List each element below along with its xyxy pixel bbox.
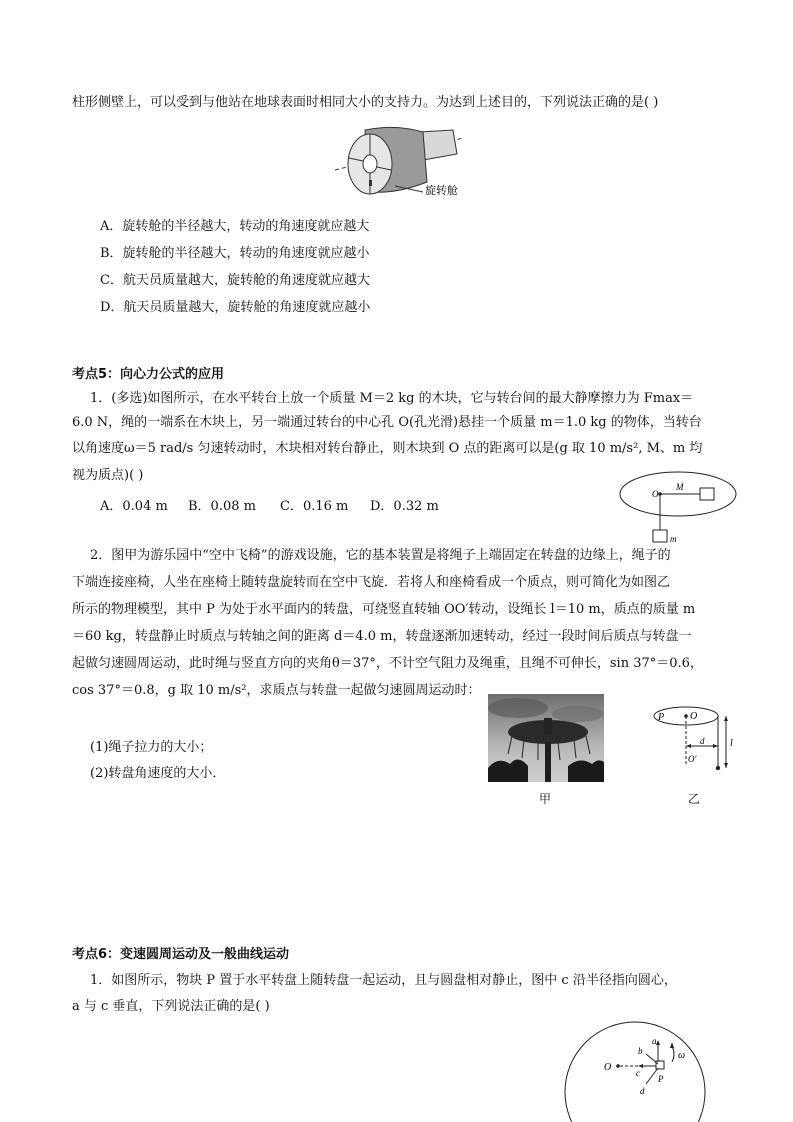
option-d: D．0.32 m <box>370 499 439 514</box>
question-line: a 与 c 垂直，下列说法正确的是( ) <box>72 999 270 1014</box>
option-d: D．航天员质量越大，旋转舱的角速度就应越小 <box>100 300 371 315</box>
option-a: A．0.04 m <box>100 499 168 514</box>
label-a: a <box>652 1036 657 1046</box>
question-line: cos 37°＝0.8，g 取 10 m/s²，求质点与转盘一起做匀速圆周运动时： <box>72 683 481 698</box>
caption-yi: 乙 <box>688 792 701 806</box>
label-c: c <box>636 1068 640 1078</box>
swing-model-figure <box>648 702 748 778</box>
rotating-cabin-figure <box>335 122 465 202</box>
label-b: b <box>638 1046 643 1056</box>
question-line: 1．如图所示，物块 P 置于水平转盘上随转盘一起运动，且与圆盘相对静止，图中 c 沿半径指向圆心， <box>90 973 677 988</box>
question-stem-line: 柱形侧壁上，可以受到与他站在地球表面时相同大小的支持力。为达到上述目的，下列说法正确的是( ) <box>72 95 659 110</box>
option-a: A．旋转舱的半径越大，转动的角速度就应越大 <box>100 219 370 234</box>
label-omega: ω <box>678 1050 686 1061</box>
caption-jia: 甲 <box>539 792 552 806</box>
question-line: ＝60 kg，转盘静止时质点与转轴之间的距离 d＝4.0 m，转盘逐渐加速转动，经过一段时间后质点与转盘一 <box>72 629 692 644</box>
label-p: P <box>658 1074 664 1084</box>
label-o-prime: O′ <box>688 754 697 764</box>
label-p: P <box>658 712 665 723</box>
rotating-disk-figure <box>560 1018 710 1122</box>
label-o: O <box>604 1062 612 1073</box>
label-l: l <box>730 738 733 749</box>
turntable-figure <box>618 470 743 550</box>
question-line: 下端连接座椅，人坐在座椅上随转盘旋转而在空中飞旋．若将人和座椅看成一个质点，则可简化为如图乙 <box>72 575 671 590</box>
question-line: 6.0 N，绳的一端系在木块上，另一端通过转台的中心孔 O(孔光滑)悬挂一个质量 m＝1.0 kg 的物体，当转台 <box>72 415 702 430</box>
question-line: 视为质点)( ) <box>72 468 144 483</box>
label-big-m: M <box>676 482 684 492</box>
section-heading-5: 考点5：向心力公式的应用 <box>72 367 225 382</box>
swing-ride-photo <box>488 694 604 782</box>
section-heading-6: 考点6：变速圆周运动及一般曲线运动 <box>72 947 290 962</box>
figure-label-cabin: 旋转舱 <box>425 185 458 197</box>
question-line: 2．图甲为游乐园中“空中飞椅”的游戏设施，它的基本装置是将绳子上端固定在转盘的边缘上，绳子的 <box>90 548 671 563</box>
option-b: B．0.08 m <box>188 499 256 514</box>
sub-question-2: (2)转盘角速度的大小． <box>90 766 226 781</box>
label-o: O <box>652 489 659 499</box>
sub-question-1: (1)绳子拉力的大小； <box>90 740 213 755</box>
label-o: O <box>690 711 698 722</box>
question-line: 以角速度ω＝5 rad/s 匀速转动时，木块相对转台静止，则木块到 O 点的距离可以是(g 取 10 m/s², M、m 均 <box>72 441 703 456</box>
question-line: 所示的物理模型，其中 P 为处于水平面内的转盘，可绕竖直转轴 OO′转动，设绳长 l＝10 m，质点的质量 m <box>72 602 696 617</box>
label-d: d <box>640 1086 645 1096</box>
option-b: B．旋转舱的半径越大，转动的角速度就应越小 <box>100 246 370 261</box>
option-c: C．航天员质量越大，旋转舱的角速度就应越大 <box>100 273 370 288</box>
label-d: d <box>700 736 705 746</box>
question-line: 1．(多选)如图所示，在水平转台上放一个质量 M＝2 kg 的木块，它与转台间的最大静摩擦力为 Fmax＝ <box>90 391 694 406</box>
option-c: C．0.16 m <box>280 499 349 514</box>
question-line: 起做匀速圆周运动，此时绳与竖直方向的夹角θ＝37°，不计空气阻力及绳重，且绳不可伸长，sin 37°＝0.6， <box>72 656 703 671</box>
label-small-m: m <box>670 534 677 544</box>
